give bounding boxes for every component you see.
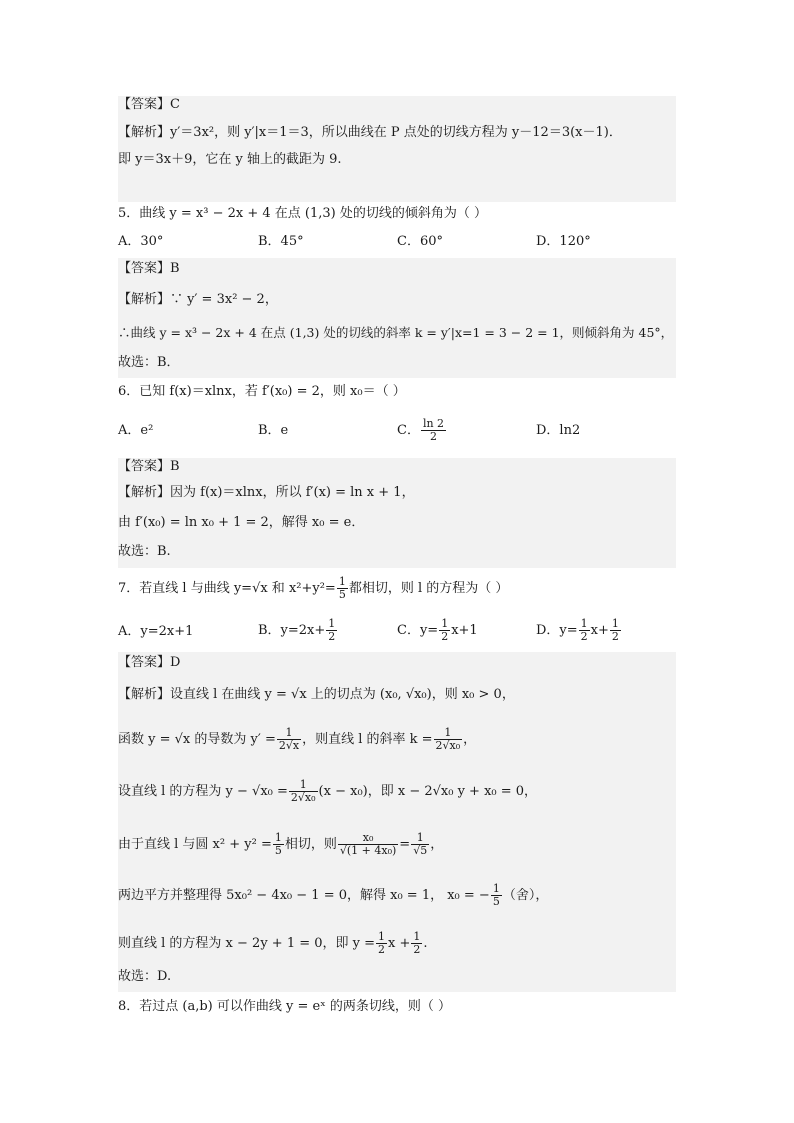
q7-stem-part1: 7．若直线 l 与曲线 y=√x 和 x²+y²= bbox=[118, 581, 336, 596]
fraction-denominator: 2 bbox=[378, 943, 386, 956]
fraction-denominator: 2 bbox=[441, 630, 449, 643]
q6-answer: 【答案】B bbox=[118, 459, 180, 474]
fraction-denominator: √5 bbox=[413, 844, 428, 857]
fraction-denominator: 2 bbox=[328, 630, 336, 643]
q7-a2-text2: ，则直线 l 的斜率 k = bbox=[302, 732, 433, 747]
q7-a4-equals: = bbox=[399, 837, 411, 852]
q7-option-b-fraction bbox=[326, 618, 337, 643]
q7-option-d-text-mid: x+ bbox=[590, 623, 609, 638]
q4-analysis-line1: 【解析】y′＝3x²，则 y′|x＝1＝3，所以曲线在 P 点处的切线方程为 y－12＝3(x－1)． bbox=[118, 125, 622, 140]
q5-option-a: A．30° bbox=[118, 234, 164, 249]
q7-a6-fraction2 bbox=[411, 931, 422, 956]
q5-stem: 5．曲线 y = x³ − 2x + 4 在点 (1,3) 处的切线的倾斜角为（ ） bbox=[118, 206, 487, 221]
q7-option-b bbox=[258, 614, 338, 648]
q7-analysis-line3 bbox=[118, 774, 537, 810]
q7-analysis-line4 bbox=[118, 826, 443, 864]
q7-a3-text2: (x − x₀)，即 x − 2√x₀ y + x₀ = 0， bbox=[318, 784, 538, 799]
fraction-denominator: 2 bbox=[611, 630, 619, 643]
q7-a4-text1: 由于直线 l 与圆 x² + y² = bbox=[118, 837, 272, 852]
q7-analysis-line6 bbox=[118, 926, 428, 962]
fraction-numerator: ln 2 bbox=[422, 417, 445, 430]
fraction-denominator: 2√x bbox=[278, 739, 300, 752]
q7-a2-text1: 函数 y = √x 的导数为 y′ = bbox=[118, 732, 276, 747]
q6-option-c-label: C． bbox=[397, 423, 420, 438]
q5-choose: 故选：B． bbox=[118, 355, 180, 370]
q5-option-c: C．60° bbox=[397, 234, 443, 249]
q7-stem-part2: 都相切，则 l 的方程为（ ） bbox=[348, 581, 509, 596]
q6-option-d: D．ln2 bbox=[536, 423, 581, 438]
q7-a3-fraction bbox=[289, 779, 318, 804]
q7-a2-fraction1 bbox=[277, 727, 301, 752]
q7-stem bbox=[118, 572, 508, 606]
q7-option-d bbox=[536, 614, 622, 648]
q7-a6-fraction1 bbox=[376, 931, 387, 956]
q6-option-c bbox=[397, 413, 447, 449]
fraction-numerator: 1 bbox=[434, 727, 463, 740]
q7-option-d-fraction1 bbox=[579, 618, 590, 643]
q7-a5-text1: 两边平方并整理得 5x₀² − 4x₀ − 1 = 0，解得 x₀ = 1， x₀ = − bbox=[118, 888, 490, 903]
q7-a2-text3: ， bbox=[463, 732, 477, 747]
q7-a4-fraction1 bbox=[273, 832, 284, 857]
q7-a4-text3: ， bbox=[430, 837, 444, 852]
fraction-numerator: 1 bbox=[492, 882, 500, 895]
q7-a4-fraction3 bbox=[411, 832, 429, 857]
fraction-denominator: 2√x₀ bbox=[435, 739, 461, 752]
q7-stem-fraction bbox=[337, 576, 348, 601]
q4-analysis-line2: 即 y＝3x＋9，它在 y 轴上的截距为 9. bbox=[118, 152, 342, 167]
q7-choose: 故选：D. bbox=[118, 969, 172, 984]
q7-a5-text2: （舍）， bbox=[502, 888, 549, 903]
fraction-numerator: 1 bbox=[289, 779, 318, 792]
q6-answer-block bbox=[118, 458, 676, 568]
fraction-numerator: 1 bbox=[338, 575, 346, 588]
q7-analysis-line2 bbox=[118, 722, 476, 758]
fraction-denominator: 5 bbox=[338, 588, 346, 601]
q7-option-c-text-end: x+1 bbox=[451, 623, 478, 638]
fraction-numerator: 1 bbox=[378, 930, 386, 943]
fraction-denominator: 5 bbox=[274, 844, 282, 857]
q6-option-c-fraction bbox=[421, 418, 446, 443]
fraction-numerator: 1 bbox=[441, 617, 449, 630]
q7-a5-fraction bbox=[491, 883, 502, 908]
q7-option-c bbox=[397, 614, 478, 648]
fraction-numerator: 1 bbox=[580, 617, 588, 630]
q4-answer-block bbox=[118, 96, 676, 202]
q7-option-b-text: B．y=2x+ bbox=[258, 623, 326, 638]
fraction-denominator: 2 bbox=[580, 630, 588, 643]
fraction-denominator: 2 bbox=[413, 943, 421, 956]
q7-a2-fraction2 bbox=[434, 727, 463, 752]
q7-option-d-text: D．y= bbox=[536, 623, 578, 638]
q7-a6-text1: 则直线 l 的方程为 x − 2y + 1 = 0，即 y = bbox=[118, 936, 376, 951]
q5-analysis-line2: ∴曲线 y = x³ − 2x + 4 在点 (1,3) 处的切线的斜率 k = y′|x=1 = 3 − 2 = 1，则倾斜角为 45°， bbox=[118, 325, 674, 340]
q5-analysis-line1: 【解析】∵ y′ = 3x² − 2， bbox=[118, 292, 278, 307]
q6-option-a: A．e² bbox=[118, 423, 154, 438]
q7-option-c-text: C．y= bbox=[397, 623, 439, 638]
q7-analysis-line1: 【解析】设直线 l 在曲线 y = √x 上的切点为 (x₀, √x₀)，则 x₀ > 0， bbox=[118, 687, 515, 702]
q5-answer: 【答案】B bbox=[118, 261, 180, 276]
fraction-numerator: 1 bbox=[277, 727, 301, 740]
q5-option-b: B．45° bbox=[258, 234, 304, 249]
fraction-numerator: 1 bbox=[411, 832, 429, 845]
q7-a4-text2: 相切，则 bbox=[284, 837, 337, 852]
q6-option-b: B．e bbox=[258, 423, 289, 438]
q7-a6-text3: . bbox=[423, 936, 428, 951]
q5-option-d: D．120° bbox=[536, 234, 591, 249]
q7-analysis-line5 bbox=[118, 878, 548, 914]
q6-stem: 6．已知 f(x)＝xlnx，若 f′(x₀) = 2，则 x₀＝（ ） bbox=[118, 384, 406, 399]
q7-a3-text1: 设直线 l 的方程为 y − √x₀ = bbox=[118, 784, 288, 799]
q7-option-a: A．y=2x+1 bbox=[118, 624, 194, 639]
q5-answer-block bbox=[118, 258, 676, 378]
fraction-denominator: 2√x₀ bbox=[290, 791, 316, 804]
fraction-numerator: 1 bbox=[328, 617, 336, 630]
q7-a4-fraction2 bbox=[338, 832, 398, 857]
fraction-denominator: √(1 + 4x₀) bbox=[339, 844, 397, 857]
q6-analysis-line2: 由 f′(x₀) = ln x₀ + 1 = 2，解得 x₀ = e． bbox=[118, 515, 365, 530]
fraction-numerator: 1 bbox=[413, 930, 421, 943]
q6-analysis-line1: 【解析】因为 f(x)＝xlnx，所以 f′(x) = ln x + 1， bbox=[118, 485, 415, 500]
q7-option-d-fraction2 bbox=[610, 618, 621, 643]
q7-answer: 【答案】D bbox=[118, 655, 181, 670]
q8-stem: 8．若过点 (a,b) 可以作曲线 y = eˣ 的两条切线，则（ ） bbox=[118, 999, 451, 1014]
fraction-denominator: 2 bbox=[430, 430, 437, 443]
fraction-numerator: 1 bbox=[274, 831, 282, 844]
q6-choose: 故选：B. bbox=[118, 544, 171, 559]
fraction-denominator: 5 bbox=[492, 895, 500, 908]
fraction-numerator: 1 bbox=[611, 617, 619, 630]
q7-a6-text2: x + bbox=[388, 936, 411, 951]
q4-answer: 【答案】C bbox=[118, 97, 180, 112]
q7-option-c-fraction bbox=[439, 618, 450, 643]
fraction-numerator: x₀ bbox=[338, 832, 398, 845]
